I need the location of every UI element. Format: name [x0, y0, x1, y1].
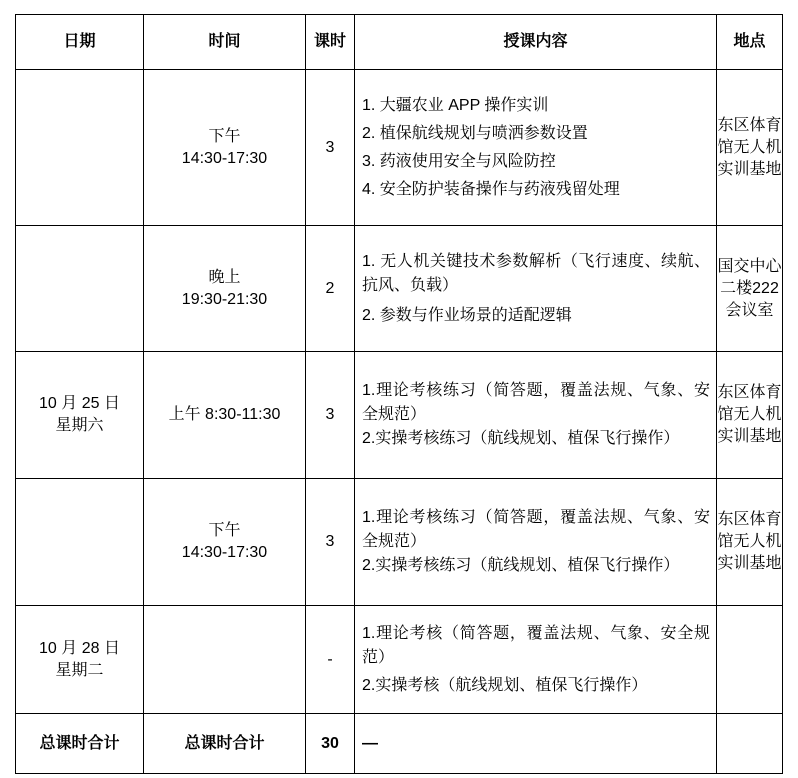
- hours-cell: 3: [306, 352, 355, 479]
- total-label-date: 总课时合计: [16, 714, 144, 774]
- hours-cell: 3: [306, 479, 355, 606]
- date-cell: [16, 479, 144, 606]
- location-cell: 东区体育馆无人机实训基地: [717, 70, 783, 226]
- header-content: 授课内容: [355, 15, 717, 70]
- date-cell: [16, 352, 144, 479]
- location-cell: 国交中心二楼222会议室: [717, 226, 783, 352]
- content-item: 1.理论考核练习（简答题，覆盖法规、气象、安全规范）: [362, 382, 710, 423]
- time-period: 晚上: [208, 268, 241, 286]
- content-cell: [355, 70, 717, 226]
- location-cell: [717, 606, 783, 714]
- content-cell: [355, 479, 717, 606]
- content-item: 2. 植保航线规划与喷洒参数设置: [362, 124, 588, 142]
- time-cell: [144, 479, 306, 606]
- time-cell: [144, 70, 306, 226]
- location-cell: 东区体育馆无人机实训基地: [717, 352, 783, 479]
- total-location: [717, 714, 783, 774]
- time-cell: [144, 226, 306, 352]
- content-item: 1. 无人机关键技术参数解析（飞行速度、续航、抗风、负载）: [362, 252, 710, 294]
- content-cell: [355, 352, 717, 479]
- header-date: 日期: [16, 15, 144, 70]
- time-period: 下午: [208, 522, 241, 539]
- content-item: 1.理论考核练习（简答题，覆盖法规、气象、安全规范）: [362, 509, 710, 550]
- weekday-text: 星期二: [55, 661, 104, 679]
- time-period: 下午: [208, 127, 241, 145]
- total-label-time: 总课时合计: [144, 714, 306, 774]
- content-cell: [355, 606, 717, 714]
- time-range: 19:30-21:30: [181, 290, 268, 308]
- header-hours: 课时: [306, 15, 355, 70]
- date-text: 10 月 25 日: [39, 395, 120, 412]
- table-row: [16, 70, 783, 226]
- header-time: 时间: [144, 15, 306, 70]
- content-item: 2.实操考核练习（航线规划、植保飞行操作）: [362, 430, 680, 447]
- table-row: [16, 352, 783, 479]
- time-range: 上午 8:30-11:30: [168, 406, 281, 423]
- content-item: 2.实操考核（航线规划、植保飞行操作）: [362, 676, 648, 694]
- time-cell: [144, 606, 306, 714]
- table-row: [16, 226, 783, 352]
- content-item: 2.实操考核练习（航线规划、植保飞行操作）: [362, 557, 680, 574]
- time-cell: [144, 352, 306, 479]
- date-cell: [16, 70, 144, 226]
- date-cell: [16, 226, 144, 352]
- total-row: [16, 714, 783, 774]
- location-cell: 东区体育馆无人机实训基地: [717, 479, 783, 606]
- weekday-text: 星期六: [55, 417, 104, 434]
- content-item: 4. 安全防护装备操作与药液残留处理: [362, 180, 620, 198]
- hours-cell: 3: [306, 70, 355, 226]
- header-location: 地点: [717, 15, 783, 70]
- time-range: 14:30-17:30: [181, 149, 268, 167]
- time-range: 14:30-17:30: [181, 544, 268, 561]
- hours-cell: 2: [306, 226, 355, 352]
- table-row: [16, 606, 783, 714]
- total-hours: 30: [306, 714, 355, 774]
- header-row: [16, 15, 783, 70]
- date-cell: [16, 606, 144, 714]
- schedule-table: [15, 14, 783, 774]
- content-item: 1.理论考核（简答题，覆盖法规、气象、安全规范）: [362, 624, 710, 666]
- hours-cell: -: [306, 606, 355, 714]
- content-item: 1. 大疆农业 APP 操作实训: [362, 96, 549, 114]
- table-row: [16, 479, 783, 606]
- total-content: —: [355, 714, 717, 774]
- content-item: 3. 药液使用安全与风险防控: [362, 152, 556, 170]
- date-text: 10 月 28 日: [39, 639, 120, 657]
- content-item: 2. 参数与作业场景的适配逻辑: [362, 306, 572, 324]
- content-cell: [355, 226, 717, 352]
